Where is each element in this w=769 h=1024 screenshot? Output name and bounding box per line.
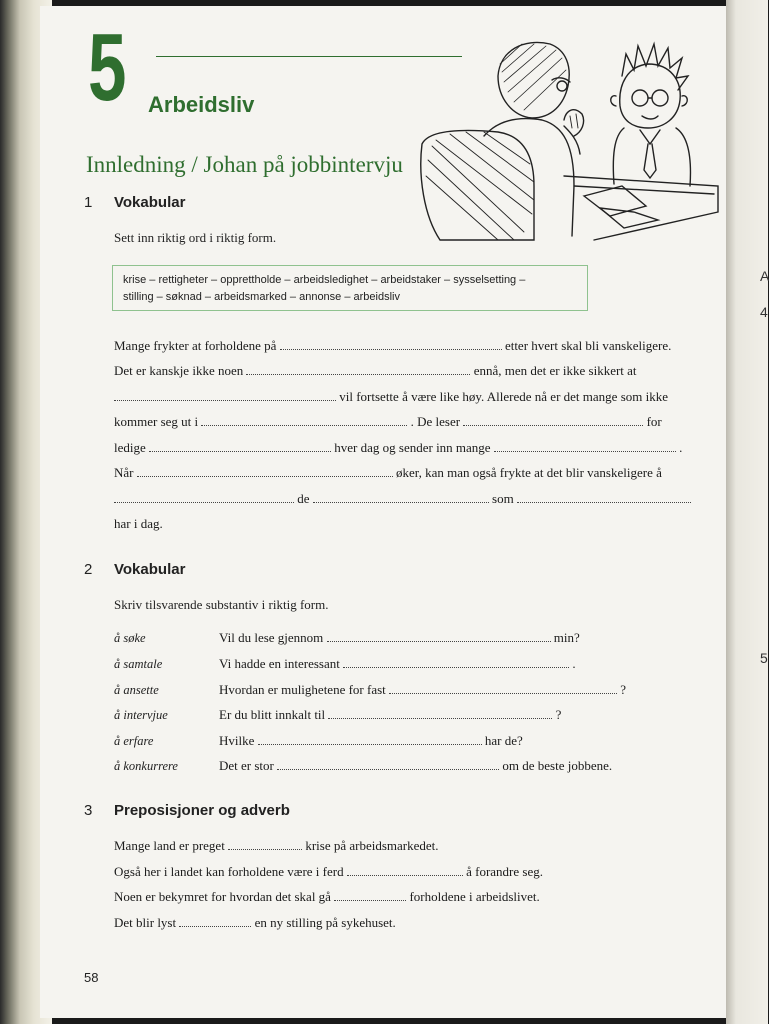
word-bank-box bbox=[112, 265, 588, 311]
sentence-text: Det blir lyst bbox=[114, 915, 177, 930]
facing-page-fragment: A bbox=[760, 268, 769, 284]
blank-field[interactable] bbox=[179, 916, 251, 927]
blank-field[interactable] bbox=[327, 631, 551, 642]
exercise-line bbox=[114, 516, 163, 532]
chapter-title: Arbeidsliv bbox=[148, 92, 255, 117]
blank-field[interactable] bbox=[463, 415, 643, 426]
sentence-text: ennå, men det er ikke sikkert at bbox=[473, 363, 637, 378]
exercise-line bbox=[114, 389, 668, 405]
blank-field[interactable] bbox=[389, 683, 617, 694]
blank-field[interactable] bbox=[334, 890, 406, 901]
facing-page-fragment: 4 bbox=[760, 304, 768, 320]
verb-prompt: å søke bbox=[114, 631, 146, 645]
sentence-text: . bbox=[572, 656, 576, 671]
sentence-text: for bbox=[646, 414, 662, 429]
exercise-number: 3 bbox=[84, 802, 93, 819]
chapter-number: 5 bbox=[88, 14, 126, 121]
sentence-text: som bbox=[492, 491, 514, 506]
blank-field[interactable] bbox=[494, 441, 676, 452]
exercise-line bbox=[114, 491, 691, 507]
blank-field[interactable] bbox=[347, 865, 463, 876]
exercise-number: 1 bbox=[84, 194, 93, 211]
word-bank-line: krise – rettigheter – opprettholde – arbeidsledighet – arbeidstaker – sysselsetting – bbox=[123, 274, 526, 286]
exercise-line bbox=[219, 707, 561, 723]
exercise-line bbox=[114, 363, 637, 379]
sentence-text: de bbox=[297, 491, 310, 506]
blank-field[interactable] bbox=[114, 390, 336, 401]
exercise-line bbox=[114, 864, 543, 880]
sentence-text: Vi hadde en interessant bbox=[219, 656, 340, 671]
exercise-line bbox=[114, 915, 396, 931]
exercise-number: 2 bbox=[84, 561, 93, 578]
sentence-text: vil fortsette å være like høy. Allerede nå er det mange som ikke bbox=[339, 389, 668, 404]
exercise-line bbox=[219, 656, 576, 672]
exercise-title: Vokabular bbox=[114, 561, 186, 578]
sentence-text: Også her i landet kan forholdene være i ferd bbox=[114, 864, 344, 879]
blank-field[interactable] bbox=[313, 492, 489, 503]
exercise-line bbox=[219, 630, 580, 646]
blank-field[interactable] bbox=[149, 441, 331, 452]
facing-page-fragment: 5 bbox=[760, 650, 768, 666]
exercise-line bbox=[114, 838, 439, 854]
blank-field[interactable] bbox=[277, 759, 499, 770]
sentence-text: . bbox=[679, 440, 683, 455]
sentence-text: Mange land er preget bbox=[114, 838, 225, 853]
exercise-line bbox=[114, 889, 540, 905]
blank-field[interactable] bbox=[228, 839, 302, 850]
exercise-line bbox=[219, 682, 626, 698]
exercise-instruction: Skriv tilsvarende substantiv i riktig form. bbox=[114, 597, 329, 612]
sentence-text: Hvilke bbox=[219, 733, 255, 748]
blank-field[interactable] bbox=[258, 734, 482, 745]
sentence-text: Når bbox=[114, 465, 134, 480]
sentence-text: har i dag. bbox=[114, 516, 163, 531]
sentence-text: å forandre seg. bbox=[466, 864, 543, 879]
verb-prompt: å ansette bbox=[114, 683, 159, 697]
blank-field[interactable] bbox=[246, 364, 470, 375]
verb-prompt: å erfare bbox=[114, 734, 154, 748]
verb-prompt: å samtale bbox=[114, 657, 163, 671]
blank-field[interactable] bbox=[280, 339, 502, 350]
blank-field[interactable] bbox=[201, 415, 407, 426]
sentence-text: kommer seg ut i bbox=[114, 414, 199, 429]
blank-field[interactable] bbox=[517, 492, 691, 503]
sentence-text: Hvordan er mulighetene for fast bbox=[219, 682, 386, 697]
exercise-line bbox=[114, 414, 662, 430]
exercise-line bbox=[114, 338, 671, 354]
sentence-text: en ny stilling på sykehuset. bbox=[254, 915, 396, 930]
exercise-line bbox=[219, 758, 612, 774]
blank-field[interactable] bbox=[137, 466, 393, 477]
sentence-text: Mange frykter at forholdene på bbox=[114, 338, 277, 353]
sentence-text: . De leser bbox=[410, 414, 461, 429]
sentence-text: om de beste jobbene. bbox=[502, 758, 613, 773]
sentence-text: har de? bbox=[484, 733, 523, 748]
sentence-text: ledige bbox=[114, 440, 146, 455]
job-interview-cartoon-icon bbox=[414, 36, 720, 242]
exercise-title: Preposisjoner og adverb bbox=[114, 802, 290, 819]
word-bank-line: stilling – søknad – arbeidsmarked – annonse – arbeidsliv bbox=[123, 291, 400, 303]
exercise-title: Vokabular bbox=[114, 194, 186, 211]
sentence-text: forholdene i arbeidslivet. bbox=[409, 889, 540, 904]
verb-prompt: å intervjue bbox=[114, 708, 168, 722]
sentence-text: min? bbox=[553, 630, 580, 645]
sentence-text: Det er stor bbox=[219, 758, 274, 773]
sentence-text: krise på arbeidsmarkedet. bbox=[305, 838, 439, 853]
exercise-line bbox=[114, 465, 662, 481]
sentence-text: Er du blitt innkalt til bbox=[219, 707, 326, 722]
sentence-text: Det er kanskje ikke noen bbox=[114, 363, 244, 378]
section-title: Innledning / Johan på jobbintervju bbox=[86, 152, 403, 177]
sentence-text: Vil du lese gjennom bbox=[219, 630, 324, 645]
blank-field[interactable] bbox=[114, 492, 294, 503]
exercise-instruction: Sett inn riktig ord i riktig form. bbox=[114, 230, 277, 245]
sentence-text: Noen er bekymret for hvordan det skal gå bbox=[114, 889, 331, 904]
verb-prompt: å konkurrere bbox=[114, 759, 178, 773]
sentence-text: ? bbox=[555, 707, 562, 722]
blank-field[interactable] bbox=[328, 708, 552, 719]
exercise-line bbox=[219, 733, 523, 749]
blank-field[interactable] bbox=[343, 657, 569, 668]
sentence-text: hver dag og sender inn mange bbox=[334, 440, 491, 455]
page-number: 58 bbox=[84, 970, 99, 985]
sentence-text: ? bbox=[620, 682, 627, 697]
sentence-text: etter hvert skal bli vanskeligere. bbox=[504, 338, 672, 353]
sentence-text: øker, kan man også frykte at det blir vanskeligere å bbox=[396, 465, 662, 480]
facing-page-edge bbox=[726, 0, 768, 1024]
exercise-line bbox=[114, 440, 682, 456]
